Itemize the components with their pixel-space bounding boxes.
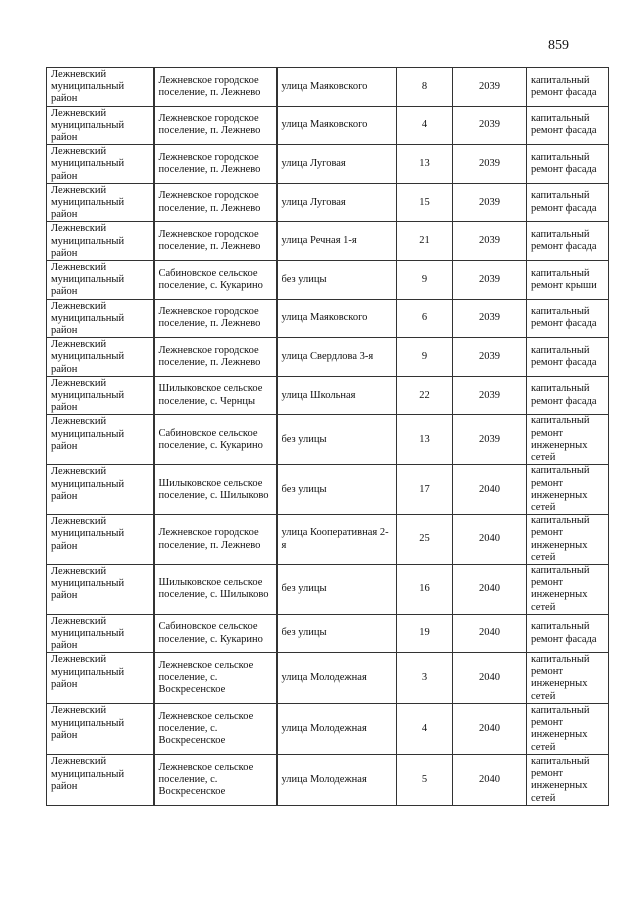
year-cell: 2039 [453,222,527,261]
year-cell: 2040 [453,515,527,565]
table-row [47,653,609,704]
house-number-cell: 16 [397,564,453,614]
table-row [47,564,609,614]
page-number: 859 [548,38,569,53]
district-cell: Лежневский муниципальный район [47,415,154,465]
table-row [47,222,609,261]
work-type-cell: капитальный ремонт инженерных сетей [527,465,609,515]
district-cell: Лежневский муниципальный район [47,614,154,653]
house-number-cell: 8 [397,68,453,107]
house-number-cell: 3 [397,653,453,704]
street-cell: без улицы [277,415,397,465]
street-cell: улица Молодежная [277,755,397,806]
work-type-cell: капитальный ремонт фасада [527,145,609,184]
street-cell: улица Молодежная [277,653,397,704]
settlement-cell: Шилыковское сельское поселение, с. Чернцы [154,376,277,415]
district-cell: Лежневский муниципальный район [47,299,154,338]
table-row [47,183,609,222]
year-cell: 2040 [453,653,527,704]
street-cell: улица Маяковского [277,68,397,107]
work-type-cell: капитальный ремонт фасада [527,614,609,653]
work-type-cell: капитальный ремонт фасада [527,222,609,261]
work-type-cell: капитальный ремонт фасада [527,299,609,338]
district-cell: Лежневский муниципальный район [47,338,154,377]
district-cell: Лежневский муниципальный район [47,183,154,222]
year-cell: 2040 [453,704,527,755]
house-number-cell: 13 [397,415,453,465]
repair-schedule-table [46,67,609,806]
year-cell: 2040 [453,564,527,614]
house-number-cell: 25 [397,515,453,565]
work-type-cell: капитальный ремонт фасада [527,376,609,415]
house-number-cell: 6 [397,299,453,338]
table-row [47,415,609,465]
settlement-cell: Сабиновское сельское поселение, с. Кукарино [154,614,277,653]
year-cell: 2039 [453,338,527,377]
settlement-cell: Лежневское городское поселение, п. Лежнево [154,299,277,338]
street-cell: улица Луговая [277,145,397,184]
district-cell: Лежневский муниципальный район [47,145,154,184]
work-type-cell: капитальный ремонт инженерных сетей [527,515,609,565]
table-row [47,614,609,653]
work-type-cell: капитальный ремонт фасада [527,183,609,222]
table-row [47,376,609,415]
year-cell: 2039 [453,68,527,107]
house-number-cell: 15 [397,183,453,222]
street-cell: без улицы [277,261,397,300]
district-cell: Лежневский муниципальный район [47,515,154,565]
table-row [47,145,609,184]
table-row [47,755,609,806]
year-cell: 2039 [453,415,527,465]
work-type-cell: капитальный ремонт инженерных сетей [527,415,609,465]
settlement-cell: Лежневское городское поселение, п. Лежнево [154,222,277,261]
work-type-cell: капитальный ремонт инженерных сетей [527,704,609,755]
district-cell: Лежневский муниципальный район [47,653,154,704]
year-cell: 2039 [453,145,527,184]
street-cell: улица Маяковского [277,106,397,145]
settlement-cell: Лежневское городское поселение, п. Лежнево [154,183,277,222]
district-cell: Лежневский муниципальный район [47,564,154,614]
table-row [47,68,609,107]
district-cell: Лежневский муниципальный район [47,261,154,300]
settlement-cell: Лежневское городское поселение, п. Лежнево [154,145,277,184]
table-row [47,338,609,377]
settlement-cell: Шилыковское сельское поселение, с. Шилыково [154,564,277,614]
work-type-cell: капитальный ремонт фасада [527,338,609,377]
settlement-cell: Лежневское городское поселение, п. Лежнево [154,68,277,107]
district-cell: Лежневский муниципальный район [47,704,154,755]
house-number-cell: 22 [397,376,453,415]
district-cell: Лежневский муниципальный район [47,106,154,145]
street-cell: улица Речная 1-я [277,222,397,261]
street-cell: без улицы [277,614,397,653]
street-cell: улица Свердлова 3-я [277,338,397,377]
table-row [47,515,609,565]
district-cell: Лежневский муниципальный район [47,755,154,806]
table-row [47,261,609,300]
settlement-cell: Сабиновское сельское поселение, с. Кукарино [154,415,277,465]
settlement-cell: Лежневское сельское поселение, с. Воскресенское [154,704,277,755]
year-cell: 2040 [453,614,527,653]
year-cell: 2039 [453,261,527,300]
settlement-cell: Лежневское городское поселение, п. Лежнево [154,338,277,377]
street-cell: улица Луговая [277,183,397,222]
street-cell: улица Молодежная [277,704,397,755]
house-number-cell: 13 [397,145,453,184]
street-cell: без улицы [277,465,397,515]
work-type-cell: капитальный ремонт крыши [527,261,609,300]
district-cell: Лежневский муниципальный район [47,222,154,261]
street-cell: улица Маяковского [277,299,397,338]
work-type-cell: капитальный ремонт фасада [527,68,609,107]
district-cell: Лежневский муниципальный район [47,376,154,415]
year-cell: 2039 [453,299,527,338]
settlement-cell: Лежневское сельское поселение, с. Воскресенское [154,755,277,806]
house-number-cell: 21 [397,222,453,261]
district-cell: Лежневский муниципальный район [47,465,154,515]
work-type-cell: капитальный ремонт инженерных сетей [527,755,609,806]
house-number-cell: 5 [397,755,453,806]
settlement-cell: Шилыковское сельское поселение, с. Шилыково [154,465,277,515]
year-cell: 2039 [453,106,527,145]
year-cell: 2040 [453,465,527,515]
work-type-cell: капитальный ремонт фасада [527,106,609,145]
table-row [47,106,609,145]
house-number-cell: 9 [397,338,453,377]
year-cell: 2040 [453,755,527,806]
year-cell: 2039 [453,183,527,222]
house-number-cell: 9 [397,261,453,300]
settlement-cell: Лежневское городское поселение, п. Лежнево [154,515,277,565]
street-cell: без улицы [277,564,397,614]
street-cell: улица Школьная [277,376,397,415]
table-row [47,704,609,755]
house-number-cell: 4 [397,704,453,755]
work-type-cell: капитальный ремонт инженерных сетей [527,653,609,704]
table-row [47,465,609,515]
table-row [47,299,609,338]
settlement-cell: Лежневское городское поселение, п. Лежнево [154,106,277,145]
house-number-cell: 19 [397,614,453,653]
work-type-cell: капитальный ремонт инженерных сетей [527,564,609,614]
district-cell: Лежневский муниципальный район [47,68,154,107]
house-number-cell: 17 [397,465,453,515]
house-number-cell: 4 [397,106,453,145]
year-cell: 2039 [453,376,527,415]
settlement-cell: Лежневское сельское поселение, с. Воскресенское [154,653,277,704]
settlement-cell: Сабиновское сельское поселение, с. Кукарино [154,261,277,300]
street-cell: улица Кооперативная 2-я [277,515,397,565]
